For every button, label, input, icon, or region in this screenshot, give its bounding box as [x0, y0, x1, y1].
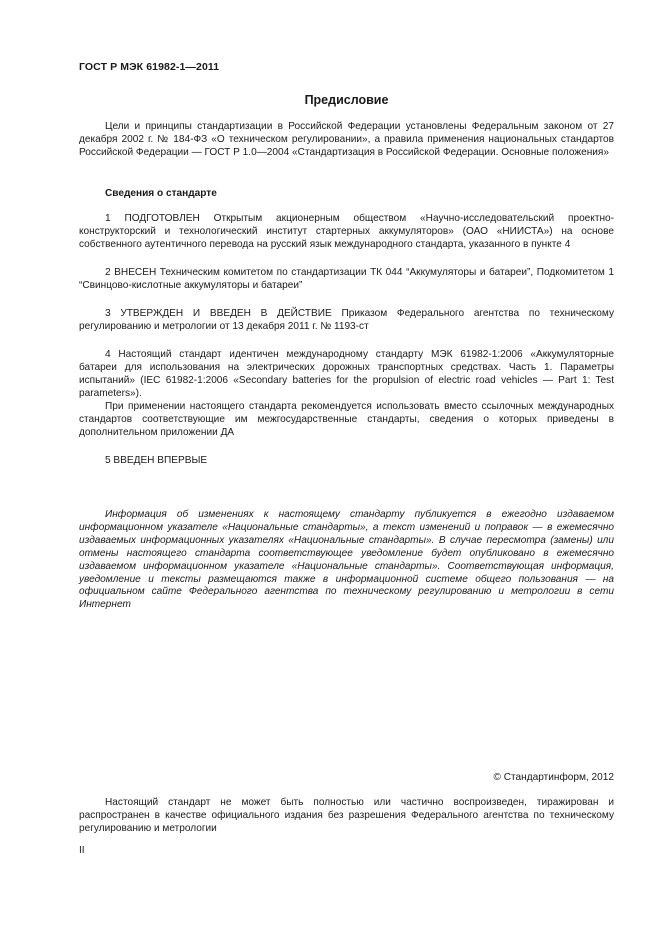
item-2-paragraph: 2 ВНЕСЕН Техническим комитетом по стандартизации ТК 044 “Аккумуляторы и батареи”, Подкомитетом 1 “Свинцово-кислотные аккумуляторы и батареи” [79, 267, 614, 291]
page-title: Предисловие [304, 93, 389, 107]
document-header-id: ГОСТ Р МЭК 61982-1—2011 [79, 61, 220, 73]
intro-paragraph: Цели и принципы стандартизации в Российской Федерации установлены Федеральным законом от 27 декабря 2002 г. № 184-ФЗ «О техническом регулировании», а правила применения национальных стандартов Российской Федерации — ГОСТ Р 1.0—2004 «Стандартизация в Российской Федерации. Основные положения» [79, 121, 614, 158]
section-heading: Сведения о стандарте [105, 188, 217, 199]
item-4-note-paragraph: При применении настоящего стандарта рекомендуется использовать вместо ссылочных международных стандартов соответствующие им межгосударственные стандарты, сведения о которых приведены в дополнительном приложении ДА [79, 401, 614, 438]
info-notice-paragraph: Информация об изменениях к настоящему стандарту публикуется в ежегодно издаваемом информационном указателе «Национальные стандарты», а текст изменений и поправок — в ежемесячно издаваемых информационных указателях «Национальные стандарты». В случае пересмотра (замены) или отмены настоящего стандарта соответствующее уведомление будет опубликовано в ежемесячно издаваемом информационном указателе «Национальные стандарты». Соответствующая информация, уведомление и тексты размещаются также в информационной системе общего пользования — на официальном сайте Федерального агентства по техническому регулированию и метрологии в сети Интернет [79, 509, 614, 611]
item-1-paragraph: 1 ПОДГОТОВЛЕН Открытым акционерным обществом «Научно-исследовательский проектно-конструкторский и технологический институт стартерных аккумуляторов» (ОАО «НИИСТА») на основе собственного аутентичного перевода на русский язык международного стандарта, указанного в пункте 4 [79, 213, 614, 250]
item-3-paragraph: 3 УТВЕРЖДЕН И ВВЕДЕН В ДЕЙСТВИЕ Приказом Федерального агентства по техническому регулированию и метрологии от 13 декабря 2011 г. № 1193-ст [79, 308, 614, 332]
item-4-paragraph: 4 Настоящий стандарт идентичен международному стандарту МЭК 61982-1:2006 «Аккумуляторные батареи для использования на электрических дорожных транспортных средствах. Часть 1. Параметры испытаний» (IEC 61982-1:2006 «Secondary batteries for the propulsion of electric road vehicles — Part 1: Test parameters»). [79, 349, 614, 399]
reproduction-notice-paragraph: Настоящий стандарт не может быть полностью или частично воспроизведен, тиражирован и распространен в качестве официального издания без разрешения Федерального агентства по техническому регулированию и метрологии [79, 797, 614, 834]
page-number: II [79, 845, 85, 856]
copyright-line: © Стандартинформ, 2012 [493, 772, 614, 783]
item-5-paragraph: 5 ВВЕДЕН ВПЕРВЫЕ [105, 455, 208, 466]
